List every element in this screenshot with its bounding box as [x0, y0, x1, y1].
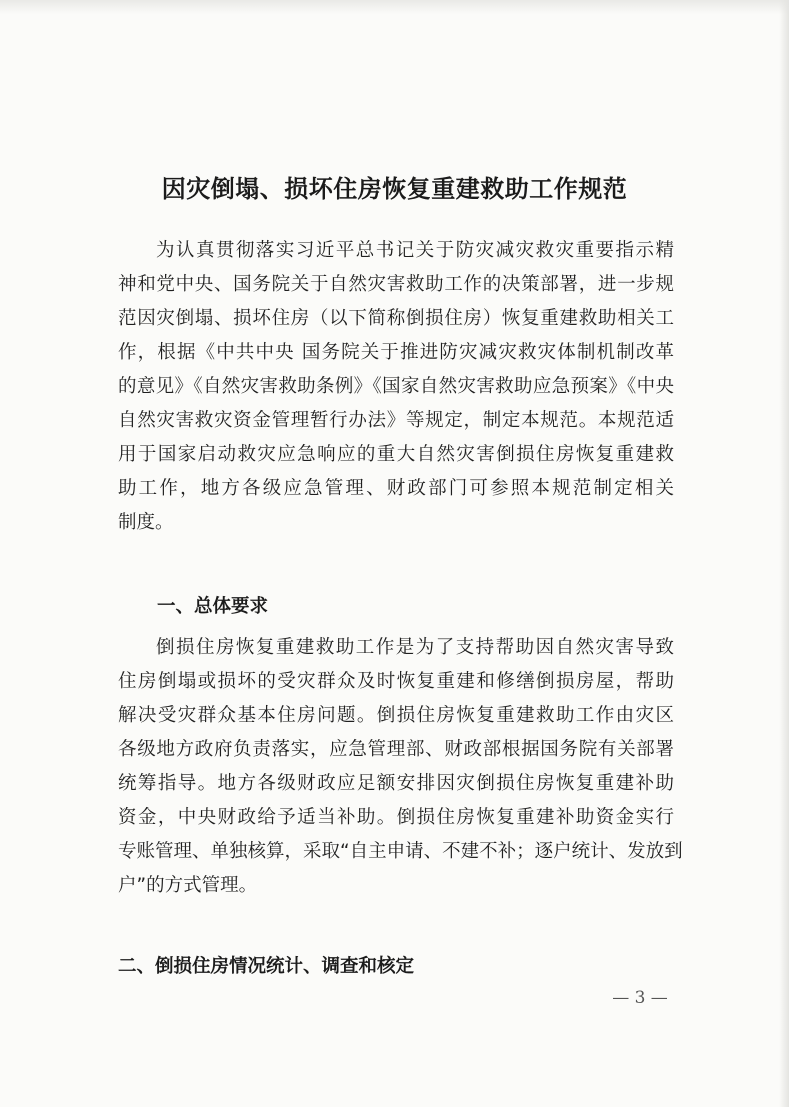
- paragraph-line: 倒损住房恢复重建救助工作是为了支持帮助因自然灾害导致: [156, 637, 674, 658]
- paragraph-line: 住房倒塌或损坏的受灾群众及时恢复重建和修缮倒损房屋，帮助: [118, 671, 674, 692]
- paragraph-line: 的意见》《自然灾害救助条例》《国家自然灾害救助应急预案》《中央: [118, 376, 674, 397]
- paragraph-line: 范因灾倒塌、损坏住房（以下简称倒损住房）恢复重建救助相关工: [118, 308, 674, 329]
- section-heading-1: 一、总体要求: [157, 596, 269, 617]
- paragraph-line: 助工作，地方各级应急管理、财政部门可参照本规范制定相关: [118, 478, 674, 499]
- section1-paragraph: [118, 631, 683, 903]
- paragraph-line: 自然灾害救灾资金管理暂行办法》等规定，制定本规范。本规范适: [118, 410, 674, 431]
- scan-shadow-right: [779, 0, 789, 1107]
- intro-paragraph: [118, 234, 674, 540]
- scan-shadow-top: [0, 0, 789, 14]
- paragraph-line: 专账管理、单独核算，采取“自主申请、不建不补；逐户统计、发放到: [118, 841, 683, 862]
- paragraph-line: 为认真贯彻落实习近平总书记关于防灾减灾救灾重要指示精: [156, 240, 674, 261]
- paragraph-line: 用于国家启动救灾应急响应的重大自然灾害倒损住房恢复重建救: [118, 444, 674, 465]
- paragraph-line: 资金，中央财政给予适当补助。倒损住房恢复重建补助资金实行: [118, 807, 674, 828]
- paragraph-line: 解决受灾群众基本住房问题。倒损住房恢复重建救助工作由灾区: [118, 705, 674, 726]
- paragraph-line: 各级地方政府负责落实，应急管理部、财政部根据国务院有关部署: [118, 739, 674, 760]
- paragraph-line: 作，根据《中共中央 国务院关于推进防灾减灾救灾体制机制改革: [118, 342, 674, 363]
- paragraph-line: 制度。: [118, 512, 174, 533]
- document-title: 因灾倒塌、损坏住房恢复重建救助工作规范: [161, 174, 628, 203]
- paragraph-line: 神和党中央、国务院关于自然灾害救助工作的决策部署，进一步规: [118, 274, 674, 295]
- section-heading-2: 二、倒损住房情况统计、调查和核定: [118, 956, 415, 977]
- paragraph-line: 户”的方式管理。: [118, 875, 258, 896]
- page-number: — 3 —: [612, 988, 668, 1008]
- paragraph-line: 统筹指导。地方各级财政应足额安排因灾倒损住房恢复重建补助: [118, 773, 674, 794]
